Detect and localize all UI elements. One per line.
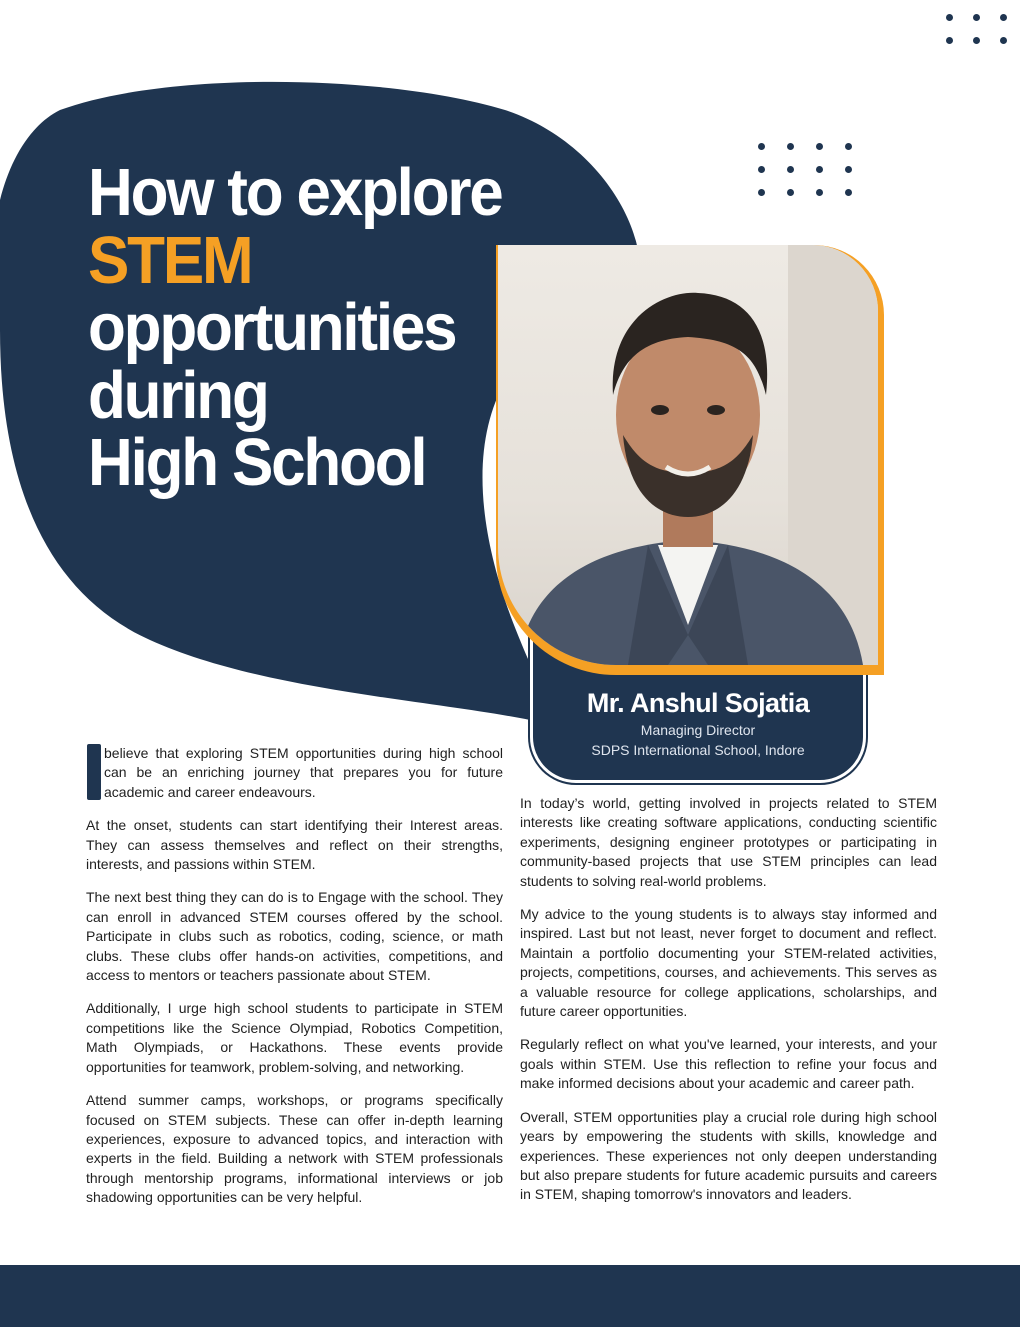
paragraph: Overall, STEM opportunities play a crucial role during high school years by empowering the students with skills, knowledge and experiences. These experiences not only deepen understanding but also prepare students for future academic pursuits and careers in STEM, shaping tomorrow's innovators and leaders. (520, 1108, 937, 1203)
paragraph: Attend summer camps, workshops, or programs specifically focused on STEM subjects. These can offer in-depth learning experiences, exposure to advanced topics, and interaction with experts in the field. Building a network with STEM professionals through mentorship programs, informational interviews or job shadowing opportunities can be very helpful. (86, 1092, 503, 1206)
article-title (88, 155, 508, 501)
author-photo (498, 245, 878, 665)
title-line-3: opportunities (88, 290, 456, 366)
title-line-4: during (88, 358, 268, 434)
paragraph: My advice to the young students is to always stay informed and inspired. Last but not least, never forget to document and reflect. Maintain a portfolio documenting your STEM-related activities, projects, competitions, courses, and achievements. This serves as a valuable resource for college applications, scholarships, and future career opportunities. (520, 906, 937, 1020)
title-line-2-highlight: STEM (88, 223, 252, 298)
paragraph: Additionally, I urge high school students to participate in STEM competitions like the Science Olympiad, Robotics Competition, Math Olympiads, or Hackathons. These events provide opportunities for teamwork, problem-solving, and networking. (86, 1000, 503, 1075)
dots-decoration (758, 143, 852, 196)
right-column (520, 794, 937, 1219)
author-name: Mr. Anshul Sojatia (586, 688, 810, 718)
author-organization: SDPS International School, Indore (591, 742, 805, 758)
footer-band (0, 1265, 1020, 1327)
paragraph: In today’s world, getting involved in projects related to STEM interests like creating software applications, conducting scientific experiments, designing engineer prototypes or participating in community-based projects that use STEM principles can lead students to solving real-world problems. (520, 795, 937, 889)
paragraph: At the onset, students can start identifying their Interest areas. They can assess themselves and reflect on their strengths, interests, and passions within STEM. (86, 817, 503, 873)
left-column (86, 744, 503, 1222)
paragraph: Regularly reflect on what you've learned, your interests, and your goals within STEM. Use this reflection to refine your focus and make informed decisions about your academic and career path. (520, 1036, 937, 1092)
paragraph: believe that exploring STEM opportunities during high school can be an enriching journey that prepares you for future academic and career endeavours. (104, 745, 503, 800)
title-line-1: How to explore (88, 155, 502, 231)
author-role: Managing Director (640, 722, 756, 738)
title-line-5: High School (88, 426, 426, 501)
portrait-icon (498, 245, 878, 665)
paragraph: The next best thing they can do is to Engage with the school. They can enroll in advanced STEM courses offered by the school. Participate in clubs such as robotics, coding, science, or math clubs. These clubs offer hands-on activities, competitions, and access to mentors or teachers passionate about STEM. (86, 889, 503, 984)
